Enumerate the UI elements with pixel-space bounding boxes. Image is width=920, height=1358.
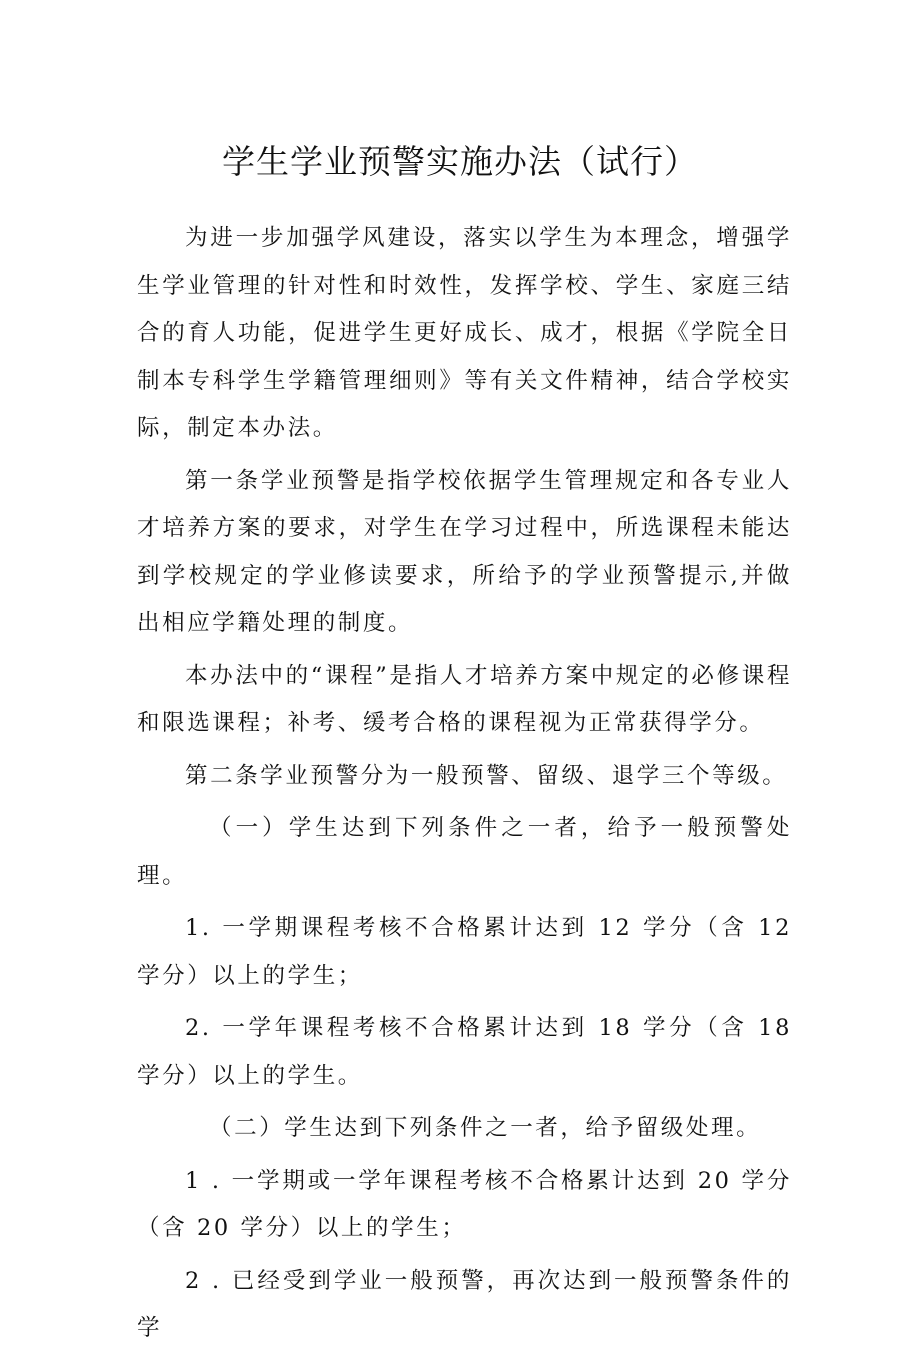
paragraph-article-1: 第一条学业预警是指学校依据学生管理规定和各专业人才培养方案的要求，对学生在学习过程中，所选课程未能达到学校规定的学业修读要求，所给予的学业预警提示,并做出相应学籍处理的制度。 — [137, 467, 792, 636]
paragraph-course-definition: 本办法中的“课程”是指人才培养方案中规定的必修课程和限选课程；补考、缓考合格的课程视为正常获得学分。 — [137, 662, 792, 736]
paragraph-section-2-item-2: 2 . 已经受到学业一般预警，再次达到一般预警条件的学 — [137, 1267, 792, 1341]
document-title: 学生学业预警实施办法（试行） — [222, 142, 698, 181]
paragraph-section-1-item-2: 2. 一学年课程考核不合格累计达到 18 学分（含 18 学分）以上的学生。 — [137, 1015, 792, 1089]
paragraph-section-2-heading: （二）学生达到下列条件之一者，给予留级处理。 — [209, 1115, 762, 1141]
document-body — [137, 215, 792, 1358]
paragraph-section-2-item-1: 1 . 一学期或一学年课程考核不合格累计达到 20 学分（含 20 学分）以上的学生； — [137, 1167, 792, 1241]
paragraph-article-2: 第二条学业预警分为一般预警、留级、退学三个等级。 — [185, 762, 788, 789]
paragraph-section-1-item-1: 1. 一学期课程考核不合格累计达到 12 学分（含 12 学分）以上的学生； — [137, 915, 792, 989]
paragraph-section-1-heading: （一）学生达到下列条件之一者，给予一般预警处理。 — [137, 815, 792, 889]
paragraph-preamble: 为进一步加强学风建设，落实以学生为本理念，增强学生学业管理的针对性和时效性，发挥学校、学生、家庭三结合的育人功能，促进学生更好成长、成才，根据《学院全日制本专科学生学籍管理细则》等有关文件精神，结合学校实际，制定本办法。 — [137, 225, 792, 441]
